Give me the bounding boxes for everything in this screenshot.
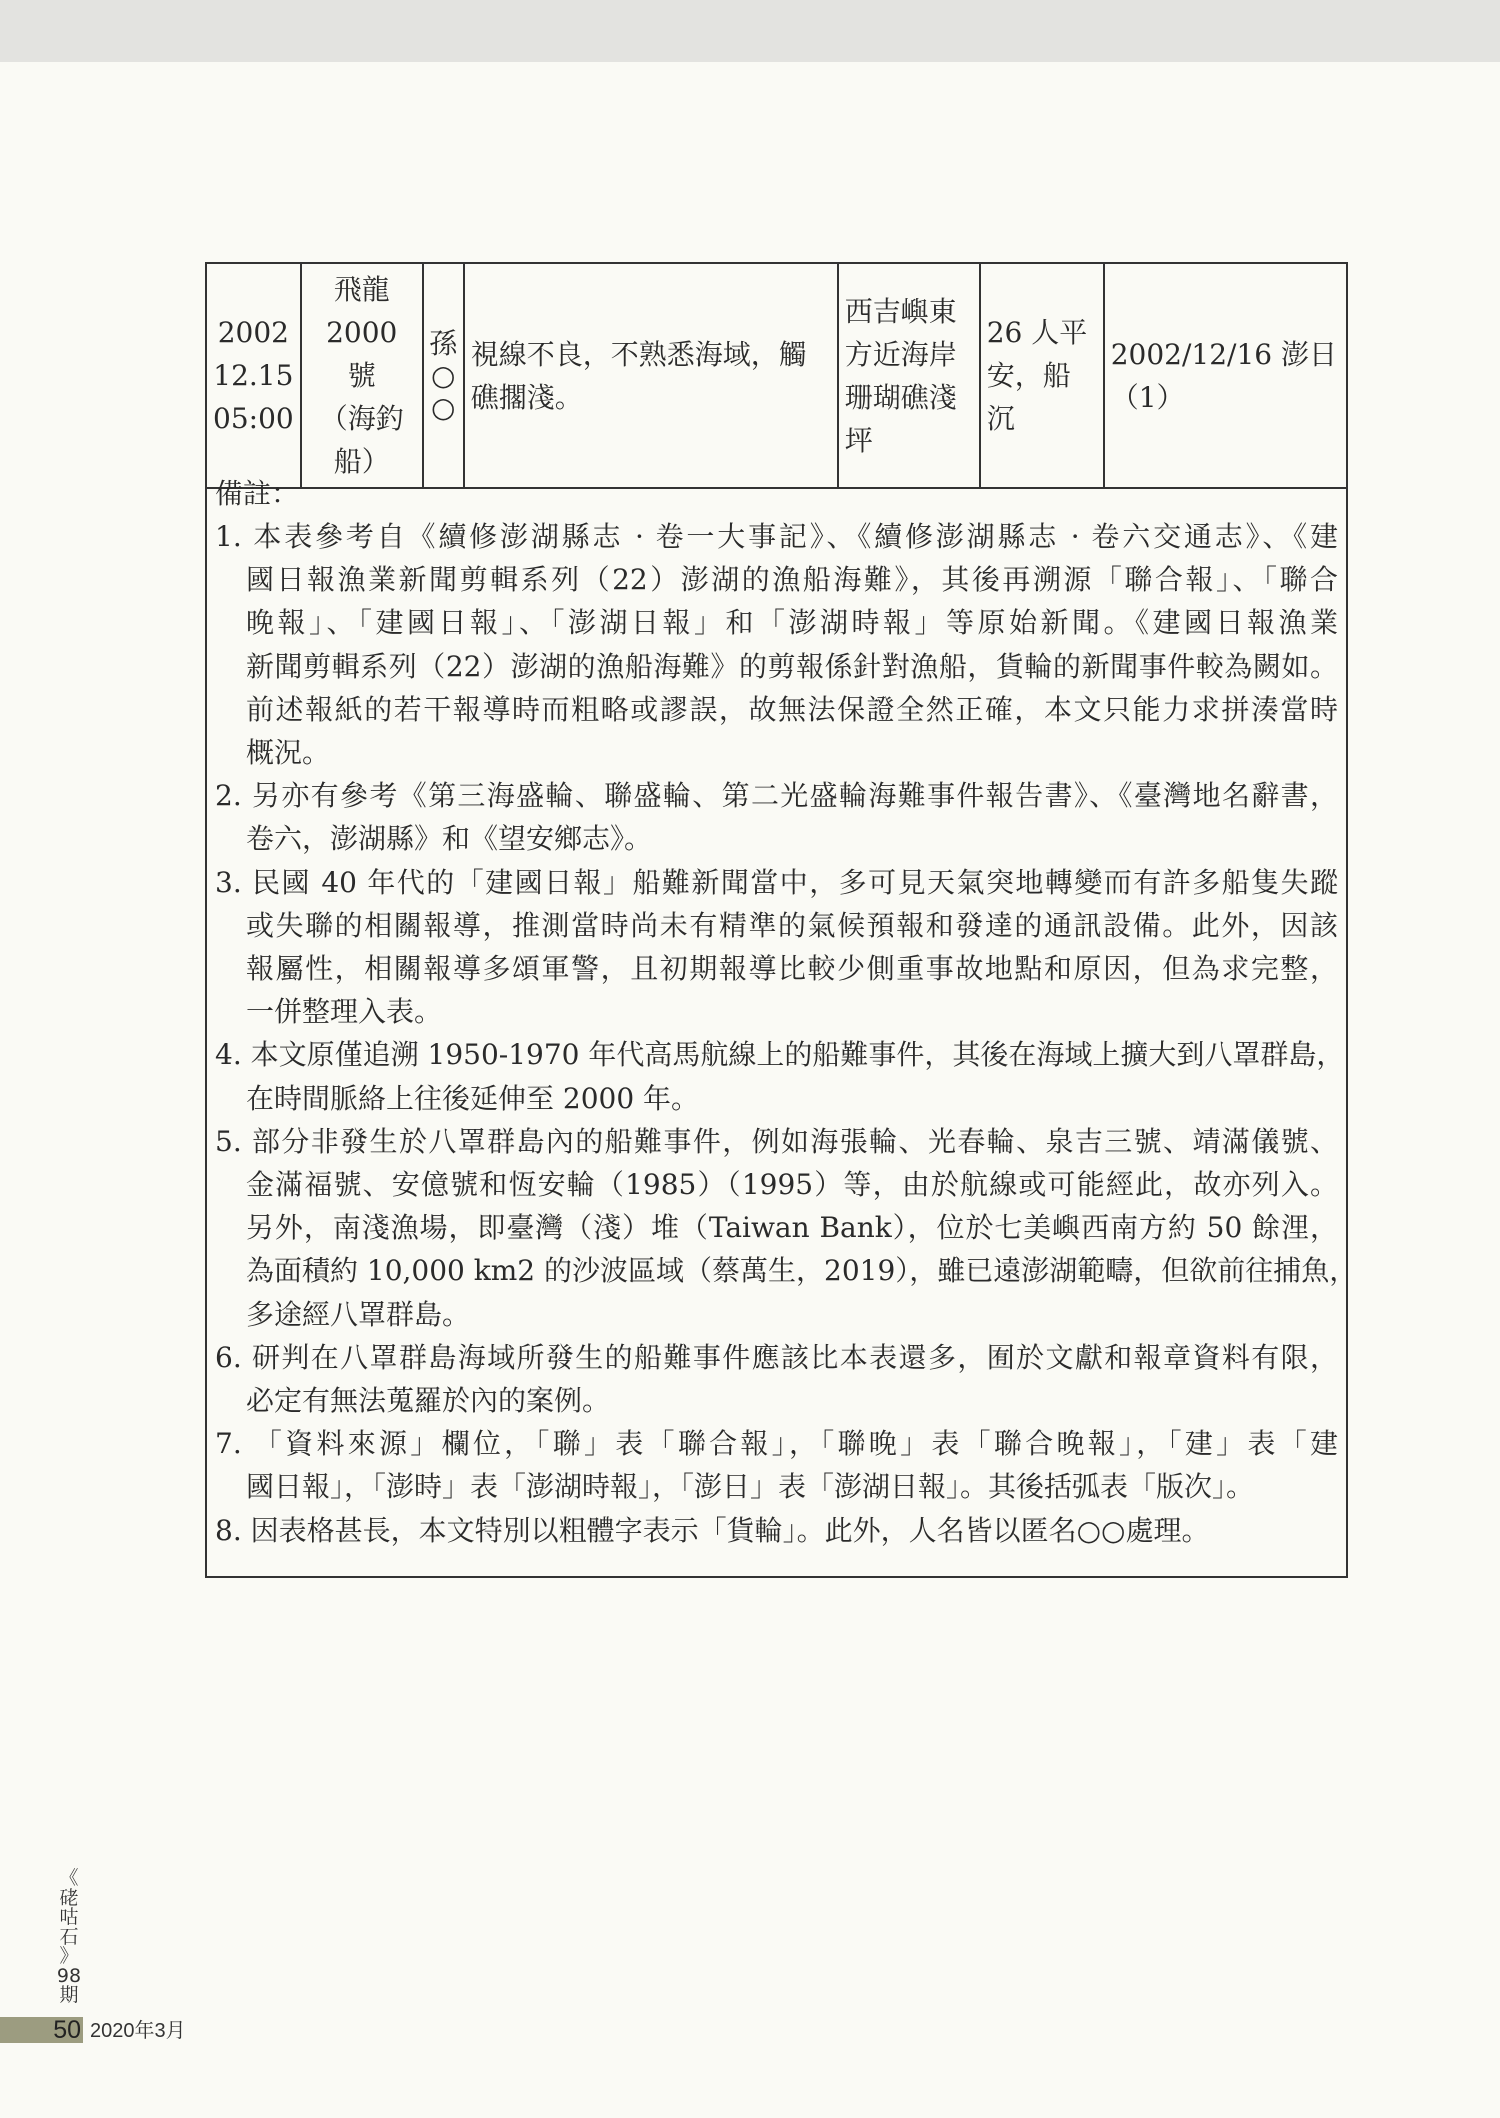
note-line: 國日報」，「澎時」表「澎湖時報」，「澎日」表「澎湖日報」。其後括弧表「版次」。 [246, 1470, 1255, 1504]
text-line: 2000 號 [326, 316, 398, 392]
text-line: 2002 [217, 316, 289, 349]
note-line: 在時間脈絡上往後延伸至 2000 年。 [246, 1081, 700, 1115]
note-line: 報屬性，相關報導多頌軍警，且初期報導比較少側重事故地點和原因，但為求完整， [246, 952, 1338, 986]
note-line: 另外，南淺漁場，即臺灣（淺）堆（Taiwan Bank），位於七美嶼西南方約 50 餘浬， [246, 1211, 1338, 1245]
text-line: 船） [333, 445, 390, 478]
text-line: 26 人平 [986, 316, 1088, 349]
text-line: （1） [1110, 380, 1185, 414]
page-number: 50 [0, 2017, 83, 2043]
text-line: ○ [430, 390, 456, 424]
note-line: 概況。 [246, 736, 331, 770]
note-line: 1. 本表參考自《續修澎湖縣志 · 卷一大事記》、《續修澎湖縣志 · 卷六交通志》、《建 [215, 520, 1338, 553]
text-line: 坪 [844, 423, 873, 457]
note-line: 4. 本文原僅追溯 1950-1970 年代高馬航線上的船難事件，其後在海域上擴大到八罩群島， [215, 1038, 1345, 1072]
text-line: ○ [430, 358, 456, 392]
text-line: 方近海岸 [844, 337, 957, 371]
text-line: 05:00 [213, 402, 294, 435]
text-line: 珊瑚礁淺 [844, 380, 957, 414]
note-item [215, 1336, 1338, 1422]
note-line: 多途經八罩群島。 [246, 1297, 471, 1331]
note-line: 7. 「資料來源」欄位，「聯」表「聯合報」，「聯晚」表「聯合晚報」，「建」表「建 [215, 1427, 1338, 1461]
note-item [215, 1509, 1338, 1552]
note-line: 新聞剪輯系列（22）澎湖的漁船海難》的剪報係針對漁船，貨輪的新聞事件較為闕如。 [246, 649, 1338, 683]
note-line: 必定有無法蒐羅於內的案例。 [246, 1384, 611, 1418]
text-line: 》 [59, 1945, 79, 1967]
note-item [215, 774, 1338, 860]
note-line: 或失聯的相關報導，推測當時尚未有精準的氣候預報和發達的通訊設備。此外，因該 [246, 908, 1338, 942]
note-item [215, 1033, 1345, 1119]
note-item [215, 1120, 1358, 1336]
text-line: （海釣 [319, 402, 404, 435]
issue-date: 2020年3月 [90, 2020, 186, 2042]
text-line: 孫 [429, 326, 458, 360]
text-line: 礁擱淺。 [470, 380, 583, 414]
text-line: 《 [59, 1867, 79, 1889]
text-line: 期 [59, 1984, 79, 2006]
note-item [215, 515, 1338, 774]
notes-list [215, 515, 1358, 1552]
note-line: 3. 民國 40 年代的「建國日報」船難新聞當中，多可見天氣突地轉變而有許多船隻失蹤 [215, 865, 1338, 899]
note-line: 卷六，澎湖縣》和《望安鄉志》。 [246, 822, 653, 856]
text-line: 咕 [59, 1906, 79, 1928]
text-line: 硓 [59, 1886, 79, 1909]
note-line: 2. 另亦有參考《第三海盛輪、聯盛輪、第二光盛輪海難事件報告書》、《臺灣地名辭書， [215, 779, 1338, 813]
note-line: 一併整理入表。 [246, 995, 443, 1029]
text-line: 視線不良，不熟悉海域，觸 [470, 337, 807, 371]
note-line: 5. 部分非發生於八罩群島內的船難事件，例如海張輪、光春輪、泉吉三號、靖滿儀號、 [215, 1124, 1338, 1158]
text-line: 98 [56, 1964, 82, 1987]
note-line: 金滿福號、安億號和恆安輪（1985）（1995）等，由於航線或可能經此，故亦列入。 [246, 1168, 1338, 1202]
notes-box [205, 454, 1358, 1578]
text-line: 安，船沉 [986, 359, 1071, 435]
journal-title [56, 1869, 82, 2006]
note-line: 6. 研判在八罩群島海域所發生的船難事件應該比本表還多，囿於文獻和報章資料有限， [215, 1340, 1338, 1374]
note-item [215, 1422, 1338, 1508]
note-line: 國日報漁業新聞剪輯系列（22）澎湖的漁船海難》，其後再溯源「聯合報」、「聯合 [246, 563, 1338, 597]
text-line: 飛龍 [333, 273, 390, 306]
note-line: 為面積約 10,000 km2 的沙波區域（蔡萬生，2019），雖已遠澎湖範疇，但欲前往捕魚， [246, 1254, 1358, 1288]
text-line: 2002/12/16 澎日 [1110, 337, 1337, 371]
text-line: 12.15 [213, 359, 294, 392]
notes-heading: 備註： [215, 477, 300, 510]
text-line: 西吉嶼東 [844, 294, 957, 328]
note-line: 8. 因表格甚長，本文特別以粗體字表示「貨輪」。此外，人名皆以匿名○○處理。 [215, 1513, 1210, 1547]
note-line: 前述報紙的若干報導時而粗略或謬誤，故無法保證全然正確，本文只能力求拼湊當時 [246, 692, 1338, 726]
note-line: 晚報」、「建國日報」、「澎湖日報」和「澎湖時報」等原始新聞。《建國日報漁業 [246, 606, 1338, 640]
note-item [215, 861, 1338, 1034]
scan-top-band [0, 0, 1500, 62]
text-line: 石 [59, 1925, 79, 1948]
